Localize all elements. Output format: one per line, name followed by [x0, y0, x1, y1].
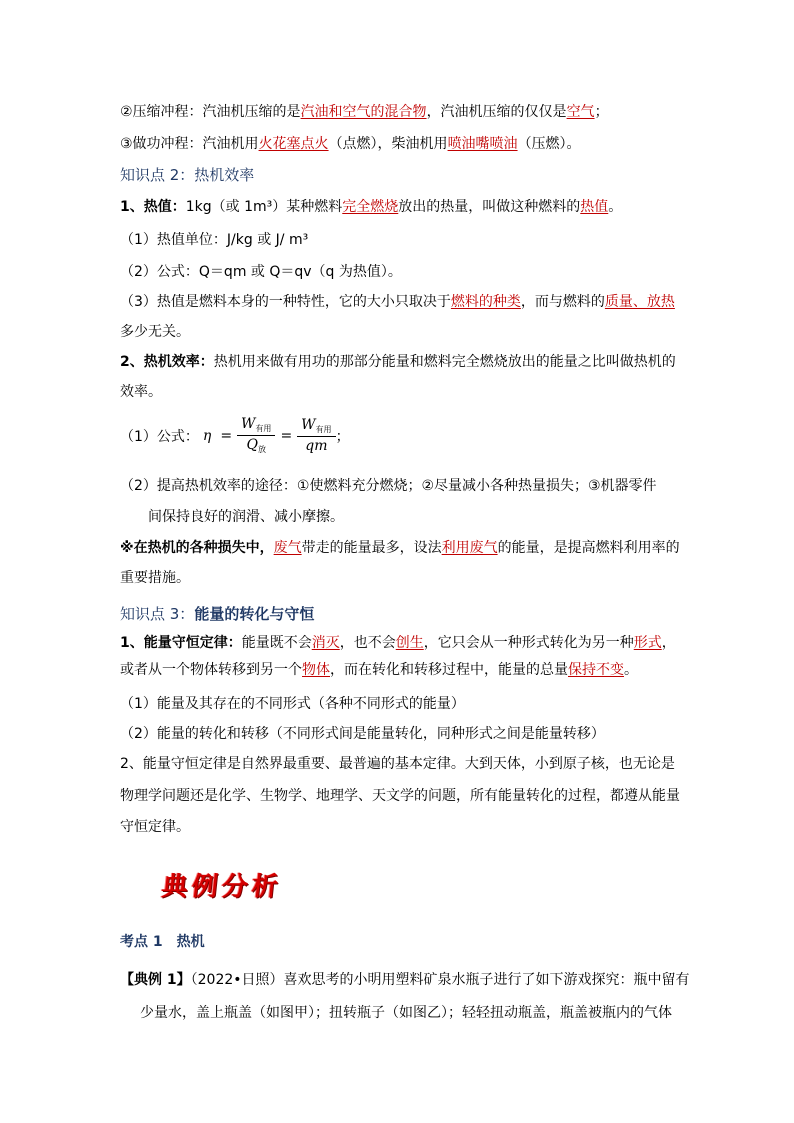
text-line: （1）能量及其存在的不同形式（各种不同形式的能量）	[120, 696, 465, 712]
text-span: ②压缩冲程：汽油机压缩的是	[120, 104, 301, 120]
text-span: ；	[594, 104, 609, 120]
formula-symbol: Q	[246, 437, 258, 453]
formula-symbol: η	[202, 427, 212, 444]
text-span: 带走的能量最多，设法	[301, 540, 442, 556]
highlight-term: 利用废气	[441, 540, 498, 556]
text-span: 。	[624, 662, 638, 678]
text-line	[120, 352, 676, 372]
text-span: ，	[661, 635, 676, 651]
text-span: 或者从一个物体转移到另一个	[120, 662, 302, 678]
text-span: （1）公式：	[120, 428, 199, 445]
text-line	[120, 134, 581, 154]
text-span: 能量的转化与守恒	[194, 605, 315, 623]
highlight-term: 火花塞点火	[258, 136, 329, 152]
text-line	[120, 102, 609, 122]
text-line	[120, 292, 675, 312]
highlight-term: 形式	[633, 635, 662, 651]
text-span: （3）热值是燃料本身的一种特性，它的大小只取决于	[120, 294, 451, 310]
text-line	[120, 970, 690, 990]
text-line	[120, 633, 676, 653]
equals-sign: =	[280, 427, 293, 444]
text-line: 多少无关。	[120, 324, 190, 340]
text-span: （点燃），柴油机用	[328, 136, 448, 152]
highlight-term: 汽油和空气的混合物	[300, 104, 427, 120]
highlight-term: 物体	[302, 662, 330, 678]
formula-fraction	[237, 416, 275, 455]
example-analysis-banner: 典例分析	[160, 872, 284, 902]
text-span: ，汽油机压缩的仅仅是	[426, 104, 567, 120]
highlight-term: 消灭	[311, 635, 340, 651]
text-line: （2）能量的转化和转移（不同形式间是能量转化，同种形式之间是能量转移）	[120, 726, 605, 742]
text-span: ③做功冲程：汽油机用	[120, 136, 259, 152]
text-line: 物理学问题还是化学、生物学、地理学、天文学的问题，所有能量转化的过程，都遵从能量	[120, 788, 680, 804]
text-line	[120, 660, 638, 680]
formula-fraction	[297, 417, 335, 454]
text-line: 效率。	[120, 384, 162, 400]
text-line	[120, 538, 680, 558]
term-label: 1、热值：	[120, 199, 186, 215]
term-label: 1、能量守恒定律：	[120, 635, 242, 651]
formula-subscript: 放	[257, 445, 266, 454]
term-label: 2、热机效率：	[120, 354, 214, 370]
text-span: ，它只会从一种形式转化为另一种	[423, 635, 634, 651]
text-span: 1kg（或 1m³）某种燃料	[185, 199, 343, 215]
highlight-term: 空气	[566, 104, 595, 120]
highlight-term: 完全燃烧	[342, 199, 399, 215]
text-span: （2022•日照）喜欢思考的小明用塑料矿泉水瓶子进行了如下游戏探究：瓶中留有	[190, 972, 690, 988]
text-span: 放出的热量，叫做这种燃料的	[398, 199, 581, 215]
text-span: ，也不会	[339, 635, 396, 651]
text-span: ，而在转化和转移过程中，能量的总量	[330, 662, 568, 678]
formula-subscript: 有用	[315, 425, 332, 434]
formula-symbol: qm	[305, 438, 328, 454]
highlight-term: 保持不变	[568, 662, 624, 678]
text-span: 知识点 3：	[120, 605, 195, 623]
formula-symbol: W	[301, 417, 316, 433]
text-line: 重要措施。	[120, 570, 190, 586]
highlight-term: 废气	[273, 540, 302, 556]
example-label: 【典例 1】	[120, 972, 191, 988]
kaodian-heading: 考点 1 热机	[120, 934, 205, 950]
formula-symbol: W	[241, 416, 256, 432]
text-line	[120, 197, 622, 217]
text-line: 2、能量守恒定律是自然界最重要、最普遍的基本定律。大到天体，小到原子核，也无论是	[120, 756, 675, 772]
text-line: 守恒定律。	[120, 819, 190, 835]
efficiency-formula	[120, 416, 350, 455]
text-line: 少量水，盖上瓶盖（如图甲）；扭转瓶子（如图乙）；轻轻扭动瓶盖，瓶盖被瓶内的气体	[140, 1005, 672, 1021]
formula-subscript: 有用	[255, 424, 272, 433]
text-span: 能量既不会	[241, 635, 312, 651]
highlight-term: 热值	[580, 199, 609, 215]
text-span: 。	[608, 199, 623, 215]
highlight-term: 创生	[395, 635, 424, 651]
highlight-term: 喷油嘴喷油	[447, 136, 518, 152]
text-span: （压燃）。	[517, 136, 581, 152]
equals-sign: =	[220, 427, 233, 444]
highlight-term: 燃料的种类	[450, 294, 521, 310]
highlight-term: 质量、放热	[604, 294, 675, 310]
text-span: ※在热机的各种损失中，	[120, 540, 274, 556]
text-line: 间保持良好的润滑、减小摩擦。	[148, 509, 344, 525]
text-span: 的能量，是提高燃料利用率的	[497, 540, 680, 556]
text-span: 热机用来做有用功的那部分能量和燃料完全燃烧放出的能量之比叫做热机的	[213, 354, 676, 370]
text-line: （2）公式：Q＝qm 或 Q＝qv（q 为热值）。	[120, 264, 402, 280]
section-heading: 知识点 2：热机效率	[120, 166, 255, 184]
text-span: ，而与燃料的	[520, 294, 605, 310]
text-span: ；	[335, 428, 350, 445]
text-line: （1）热值单位：J/kg 或 J/ m³	[120, 232, 309, 248]
text-line: （2）提高热机效率的途径：①使燃料充分燃烧；②尽量减小各种热量损失；③机器零件	[120, 478, 657, 494]
section-heading	[120, 604, 314, 625]
